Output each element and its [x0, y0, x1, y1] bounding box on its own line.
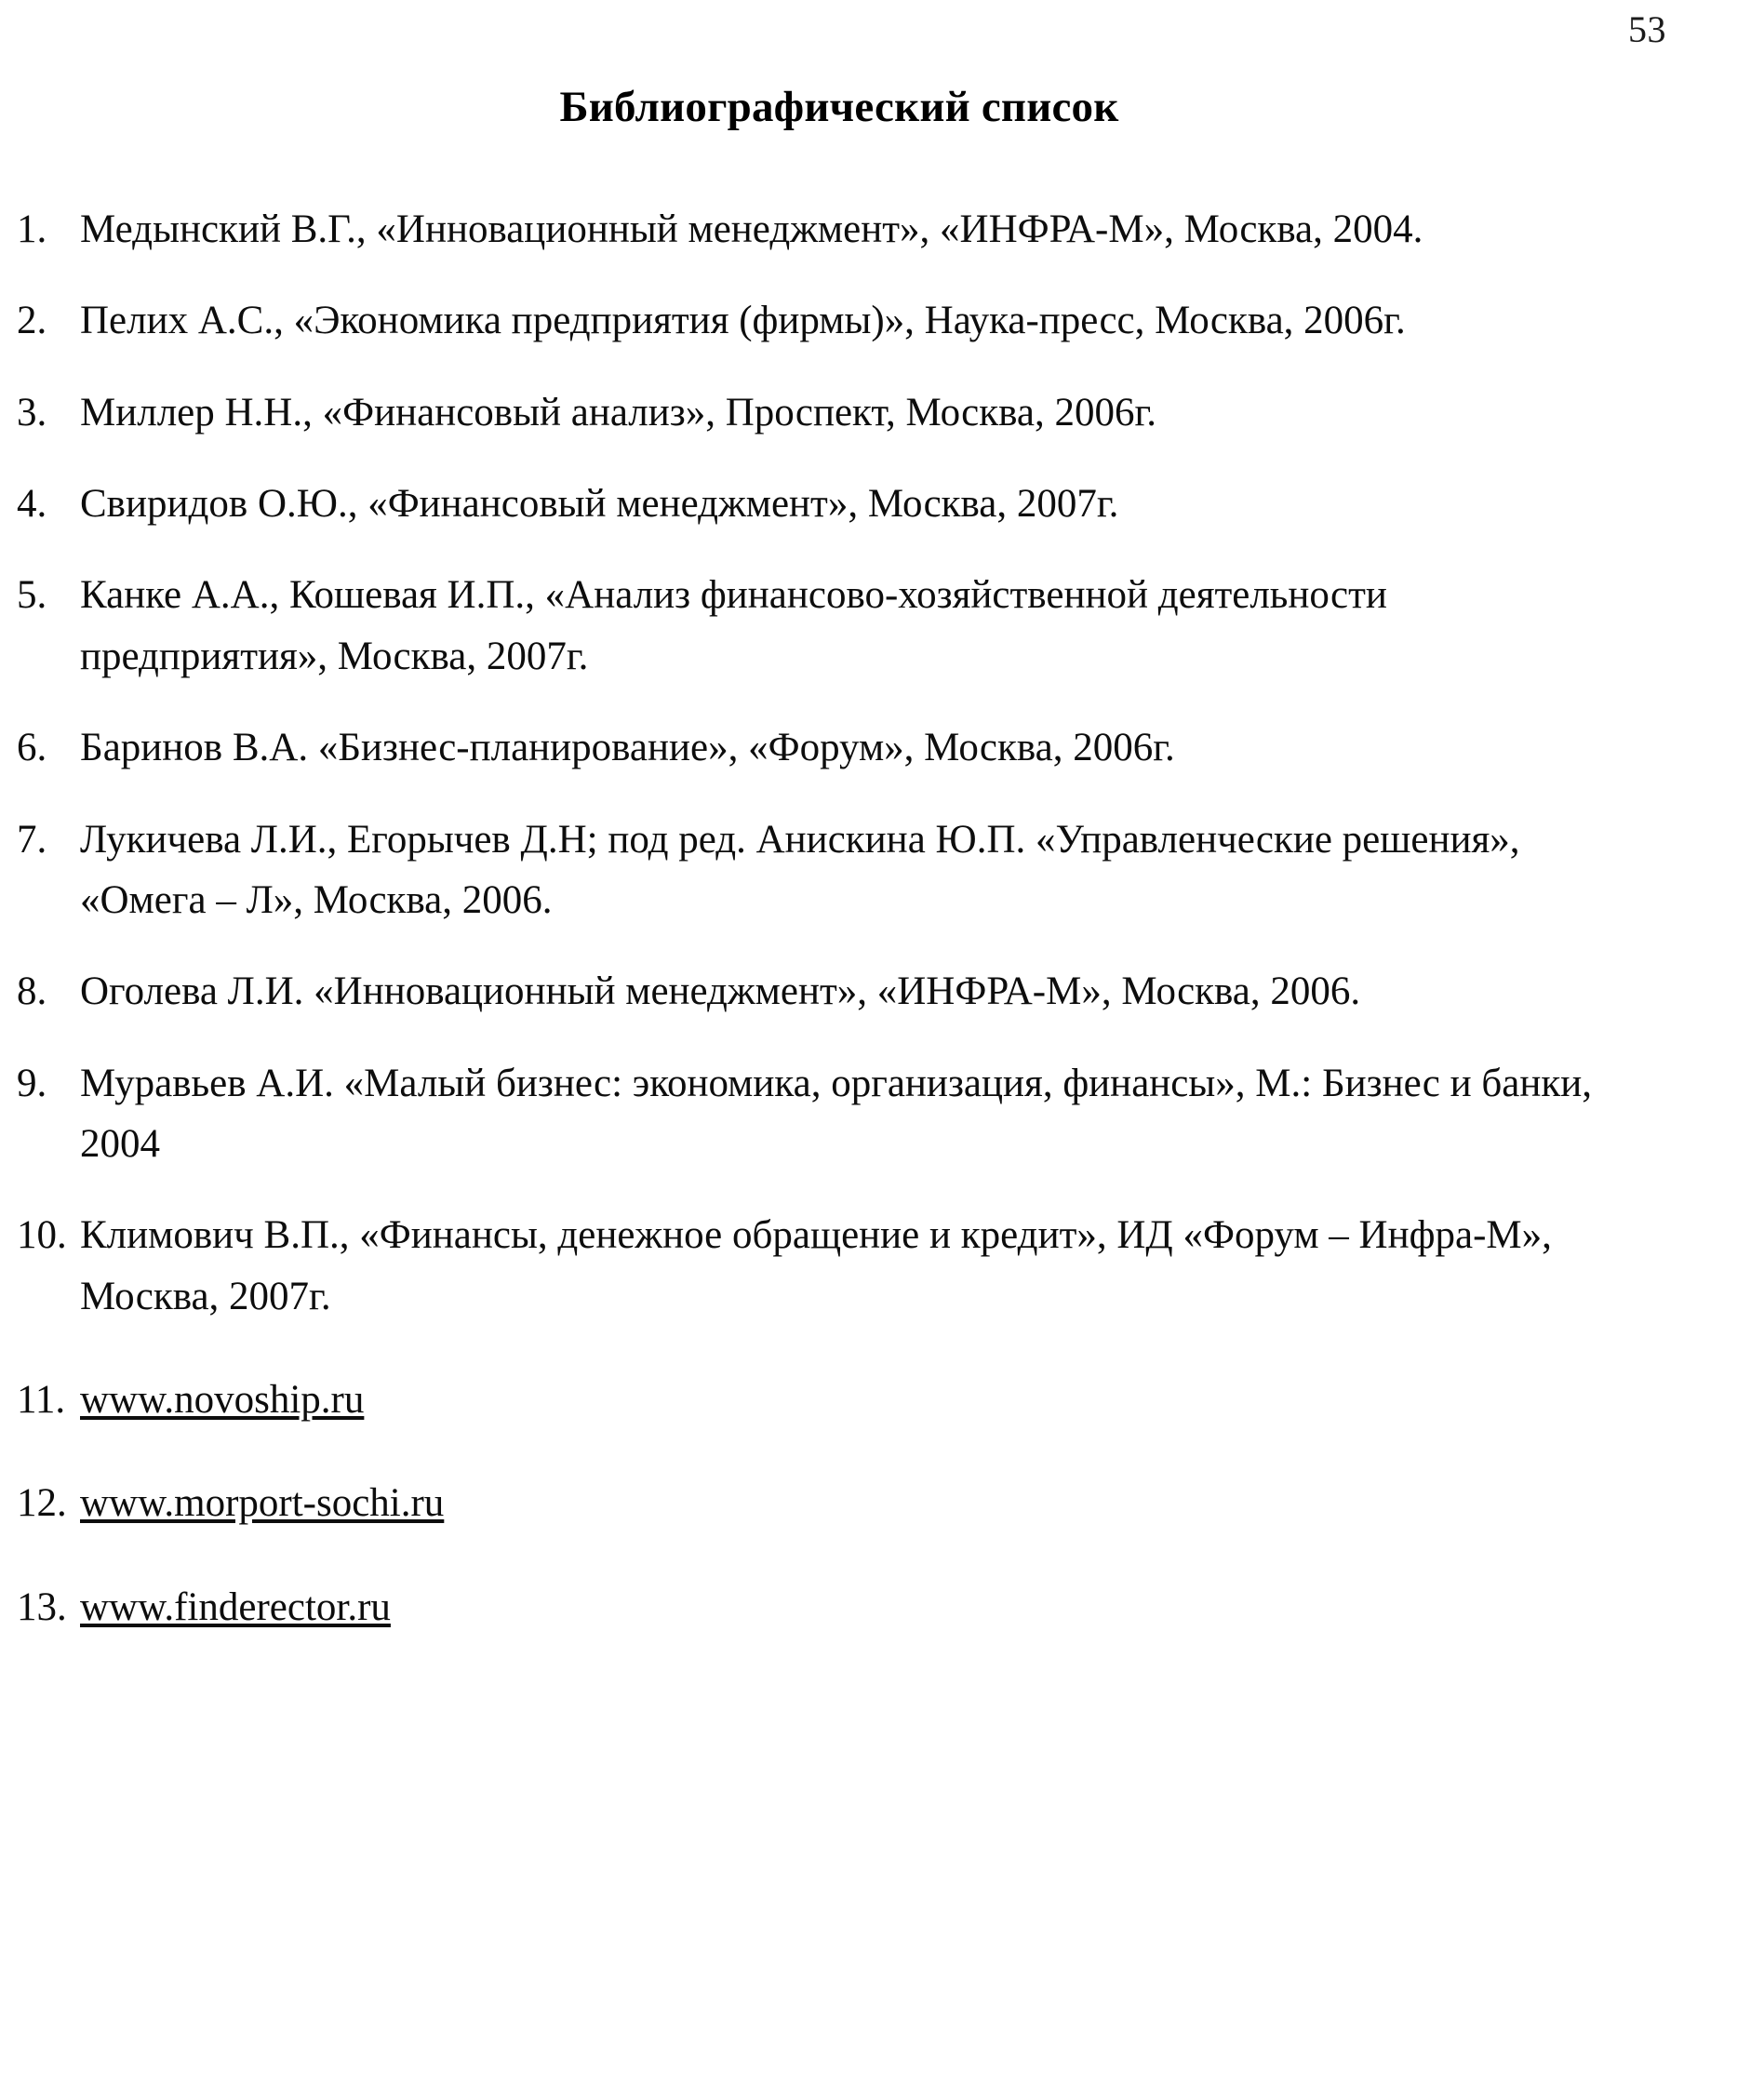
list-item-text: Муравьев А.И. «Малый бизнес: экономика, организация, финансы», М.: Бизнес и банки, 2004: [80, 1061, 1593, 1166]
list-item-text: Свиридов О.Ю., «Финансовый менеджмент», Москва, 2007г.: [80, 482, 1119, 527]
list-item-number: 7.: [17, 817, 47, 862]
page-title: Библиографический список: [559, 83, 1119, 131]
list-item-number: 6.: [17, 726, 47, 770]
list-item-number: 10.: [17, 1213, 67, 1258]
list-item-text: Баринов В.А. «Бизнес-планирование», «Форум», Москва, 2006г.: [80, 726, 1175, 770]
list-item-number: 2.: [17, 299, 47, 343]
list-item-text: Канке А.А., Кошевая И.П., «Анализ финансово-хозяйственной деятельности предприятия», Москва, 2007г.: [80, 573, 1387, 678]
list-item-number: 8.: [17, 969, 47, 1014]
list-item-text: Миллер Н.Н., «Финансовый анализ», Проспект, Москва, 2006г.: [80, 390, 1157, 435]
list-item-text: Лукичева Л.И., Егорычев Д.Н; под ред. Анискина Ю.П. «Управленческие решения», «Омега – Л», Москва, 2006.: [80, 817, 1520, 922]
list-item-number: 13.: [17, 1584, 67, 1629]
list-item: [17, 565, 1662, 687]
list-item-number: 5.: [17, 573, 47, 618]
list-item-text: Медынский В.Г., «Инновационный менеджмент», «ИНФРА-М», Москва, 2004.: [80, 207, 1423, 251]
list-item: [17, 1577, 1662, 1638]
list-item: [17, 1205, 1662, 1327]
list-item: [17, 1473, 1662, 1533]
list-item-text: Климович В.П., «Финансы, денежное обращение и кредит», ИД «Форум – Инфра-М», Москва, 2007г.: [80, 1213, 1552, 1318]
list-item-number: 11.: [17, 1378, 66, 1423]
page-number: 53: [1628, 8, 1666, 50]
list-item: [17, 809, 1662, 931]
bibliography-list: [17, 199, 1662, 1638]
list-item-number: 9.: [17, 1061, 47, 1105]
list-item: [17, 961, 1662, 1022]
list-item: [17, 199, 1662, 260]
list-item-text: Пелих А.С., «Экономика предприятия (фирмы)», Наука-пресс, Москва, 2006г.: [80, 299, 1406, 343]
list-item-number: 12.: [17, 1481, 67, 1526]
website-link[interactable]: www.novoship.ru: [80, 1378, 365, 1423]
list-item-text: Оголева Л.И. «Инновационный менеджмент», «ИНФРА-М», Москва, 2006.: [80, 969, 1361, 1014]
website-link[interactable]: www.morport-sochi.ru: [80, 1481, 445, 1526]
list-item-number: 1.: [17, 207, 47, 251]
website-link[interactable]: www.finderector.ru: [80, 1584, 391, 1629]
list-item-number: 4.: [17, 482, 47, 527]
list-item: [17, 474, 1662, 534]
list-item: [17, 382, 1662, 443]
list-item: [17, 717, 1662, 778]
list-item: [17, 1370, 1662, 1430]
list-item-number: 3.: [17, 390, 47, 435]
list-item: [17, 290, 1662, 351]
list-item: [17, 1053, 1662, 1175]
